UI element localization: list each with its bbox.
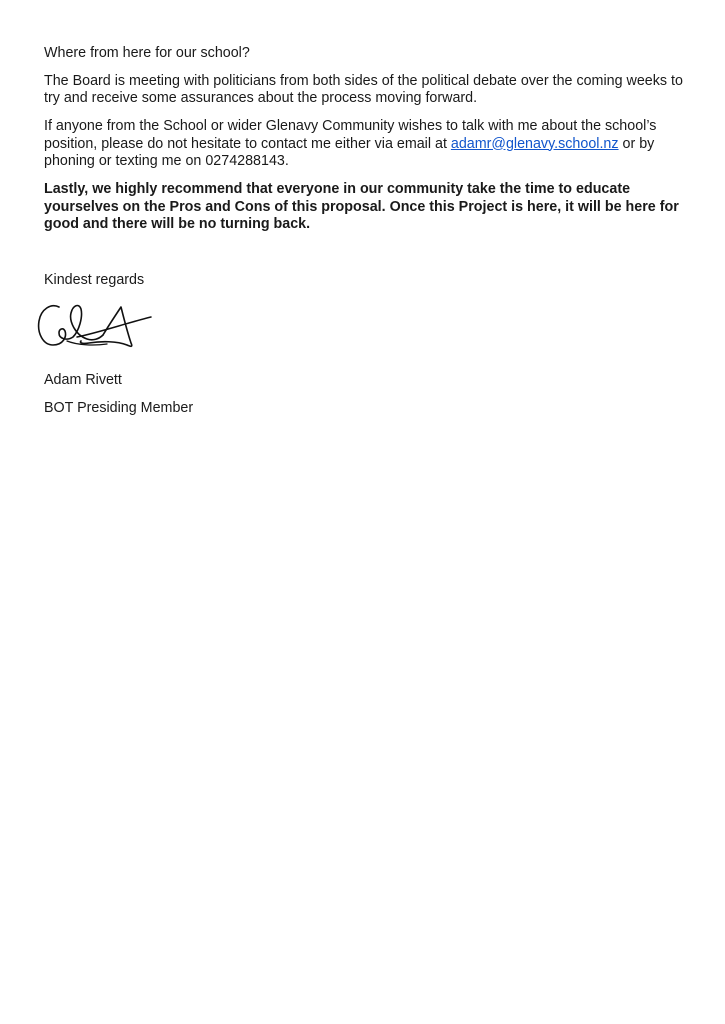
paragraph-board-meeting: The Board is meeting with politicians from both sides of the political debate over the coming weeks to try and receive some assurances about the process moving forward. [44, 72, 683, 106]
paragraph-closing-recommendation: Lastly, we highly recommend that everyone in our community take the time to educate yourselves on the Pros and Cons of this proposal. Once this Project is here, it will be here for good and there will be no turning back. [44, 181, 679, 232]
signer-name: Adam Rivett [44, 371, 122, 388]
email-link[interactable]: adamr@glenavy.school.nz [450, 135, 619, 152]
contact-text-after: or by phoning or texting me on 0274288143. [44, 135, 655, 169]
handwritten-signature [37, 301, 157, 353]
paragraph-contact [44, 118, 686, 171]
spacer [44, 244, 686, 272]
section-heading: Where from here for our school? [44, 45, 250, 61]
letter-body [44, 45, 686, 428]
contact-text-before: If anyone from the School or wider Glenavy Community wishes to talk with me about the school’s position, please do not hesitate to contact me either via email at [44, 118, 657, 152]
signer-title: BOT Presiding Member [44, 399, 194, 416]
sign-off: Kindest regards [44, 272, 145, 288]
